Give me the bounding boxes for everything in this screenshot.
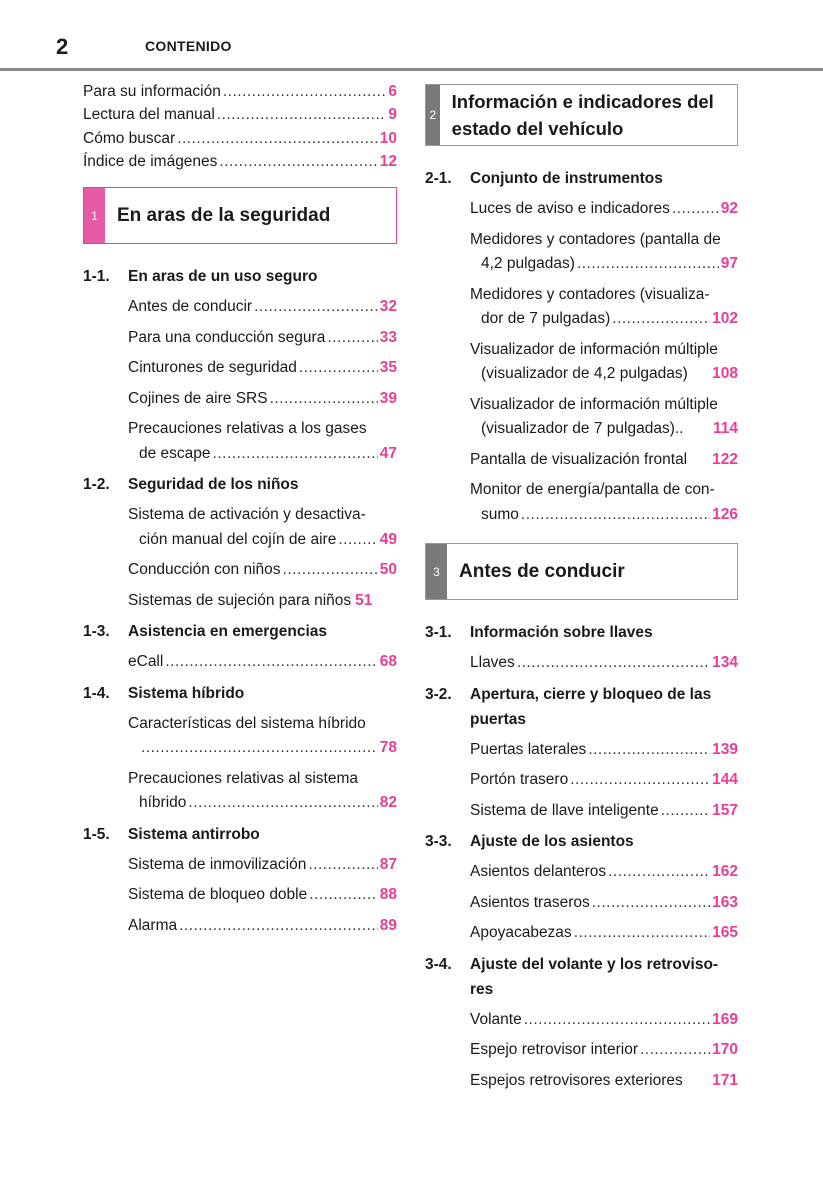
section-3-2[interactable]: 3-2. Apertura, cierre y bloqueo de las puertas [425, 685, 712, 728]
page-link[interactable]: 10 [379, 129, 397, 147]
page-link[interactable]: 6 [388, 83, 397, 100]
section-3-3-items [470, 860, 738, 946]
section-3-2-items [470, 738, 738, 824]
right-column [425, 84, 738, 1093]
chapter-title: En aras de la seguridad [117, 205, 331, 227]
section-3-1-items [470, 651, 738, 676]
toc-entry[interactable]: Precauciones relativas a los gases de escape ..... 47 [128, 417, 397, 466]
section-1-2[interactable]: 1-2. Seguridad de los niños [83, 476, 299, 494]
toc-entry[interactable]: Alarma ..... 89 [128, 914, 397, 939]
toc-entry[interactable]: Visualizador de información múltiple (visualizador de 4,2 pulgadas) 108 [470, 340, 738, 382]
toc-entry[interactable]: Llaves ..... 134 [470, 651, 738, 676]
toc-entry[interactable]: Sistemas de sujeción para niños 51 [128, 591, 373, 609]
section-3-1[interactable]: 3-1. Información sobre llaves [425, 624, 653, 641]
header-rule [0, 68, 823, 71]
toc-entry[interactable]: Asientos delanteros ..... 162 [470, 860, 738, 885]
toc-entry[interactable]: Sistema de activación y desactiva- ción manual del cojín de aire ..... 49 [128, 503, 397, 552]
toc-entry[interactable]: Pantalla de visualización frontal 122 [470, 450, 738, 468]
chapter-tab: 3 [426, 544, 447, 599]
toc-entry[interactable]: Medidores y contadores (pantalla de 4,2 pulgadas) ..... 97 [470, 228, 738, 277]
toc-entry[interactable]: Sistema de inmovilización ..... 87 [128, 853, 397, 878]
chapter-tab: 2 [426, 85, 440, 145]
chapter-2-header[interactable] [425, 84, 738, 146]
toc-entry[interactable]: eCall ..... 68 [128, 650, 397, 675]
left-column [83, 80, 397, 938]
toc-entry-intro-1[interactable]: Para su información ..... 6 [83, 80, 397, 103]
toc-entry[interactable]: Sistema de bloqueo doble ..... 88 [128, 883, 397, 908]
section-1-1-items [128, 295, 397, 466]
toc-entry[interactable]: Asientos traseros ..... 163 [470, 891, 738, 916]
page-number: 2 [56, 34, 69, 59]
toc-entry[interactable]: Volante ..... 169 [470, 1008, 738, 1033]
toc-entry[interactable]: Monitor de energía/pantalla de con- sumo ..... 126 [470, 478, 738, 527]
section-1-5[interactable]: 1-5. Sistema antirrobo [83, 825, 260, 843]
chapter-title: Antes de conducir [459, 561, 625, 582]
toc-entry[interactable]: Puertas laterales ..... 139 [470, 738, 738, 763]
section-3-4-items [470, 1008, 738, 1094]
chapter-3-header[interactable] [425, 543, 738, 600]
toc-entry-intro-2[interactable]: Lectura del manual ..... 9 [83, 103, 397, 126]
section-1-1[interactable]: 1-1. En aras de un uso seguro [83, 268, 318, 286]
section-1-2-items [128, 503, 397, 613]
toc-entry[interactable]: Sistema de llave inteligente ..... 157 [470, 799, 738, 824]
page-header: CONTENIDO [145, 38, 232, 54]
section-1-4-items [128, 712, 397, 816]
page-link[interactable]: 9 [388, 106, 397, 124]
section-2-1-items [470, 197, 738, 527]
toc-entry[interactable]: Cinturones de seguridad ..... 35 [128, 356, 397, 381]
chapter-title: Información e indicadores del estado del vehículo [451, 91, 714, 139]
toc-entry[interactable]: Apoyacabezas ..... 165 [470, 921, 738, 946]
toc-entry[interactable]: Precauciones relativas al sistema híbrido ..... 82 [128, 767, 397, 816]
toc-entry[interactable]: Características del sistema híbrido ..... 78 [128, 712, 397, 761]
section-2-1[interactable]: 2-1. Conjunto de instrumentos [425, 170, 663, 187]
section-1-3-items [128, 650, 397, 675]
toc-entry[interactable]: Cojines de aire SRS ..... 39 [128, 387, 397, 412]
toc-entry-intro-4[interactable]: Índice de imágenes ..... 12 [83, 150, 397, 173]
toc-entry[interactable]: Espejo retrovisor interior ..... 170 [470, 1038, 738, 1063]
chapter-1-header[interactable] [83, 187, 397, 244]
toc-entry[interactable]: Luces de aviso e indicadores ..... 92 [470, 197, 738, 222]
page-link[interactable]: 12 [379, 152, 397, 170]
section-1-5-items [128, 853, 397, 939]
section-3-3[interactable]: 3-3. Ajuste de los asientos [425, 833, 634, 850]
section-1-4[interactable]: 1-4. Sistema híbrido [83, 684, 245, 702]
toc-entry-intro-3[interactable]: Cómo buscar ..... 10 [83, 127, 397, 150]
toc-entry[interactable]: Portón trasero ..... 144 [470, 768, 738, 793]
toc-entry[interactable]: Espejos retrovisores exteriores 171 [470, 1071, 738, 1089]
section-3-4[interactable]: 3-4. Ajuste del volante y los retroviso-res [425, 955, 719, 998]
toc-entry[interactable]: Para una conducción segura ..... 33 [128, 326, 397, 351]
toc-entry[interactable]: Visualizador de información múltiple (visualizador de 7 pulgadas).. 114 [470, 395, 738, 437]
chapter-tab: 1 [84, 188, 105, 243]
toc-entry[interactable]: Medidores y contadores (visualiza- dor de 7 pulgadas) ..... 102 [470, 283, 738, 332]
toc-entry[interactable]: Antes de conducir ..... 32 [128, 295, 397, 320]
toc-entry[interactable]: Conducción con niños ..... 50 [128, 558, 397, 583]
section-1-3[interactable]: 1-3. Asistencia en emergencias [83, 623, 328, 641]
intro-list [83, 80, 397, 173]
